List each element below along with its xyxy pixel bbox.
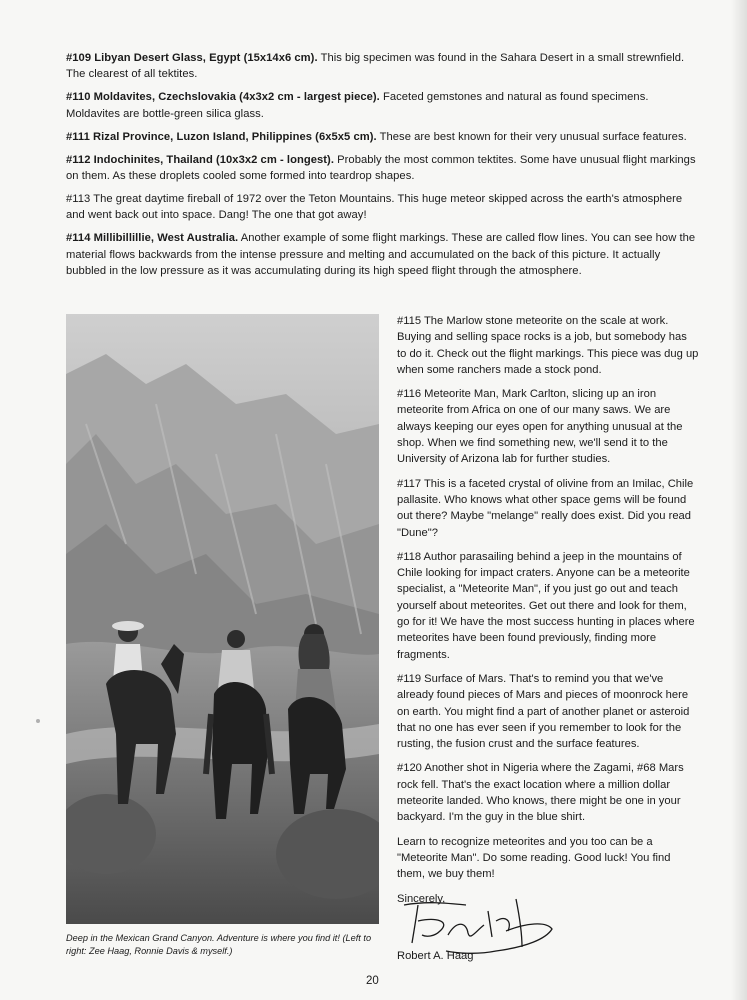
entry-115: #115 The Marlow stone meteorite on the scale at work. Buying and selling space rocks is a job, but somebody has to do it. Check out the flight markings. This piece was dug up when some ranchers made a stock pond.	[397, 315, 699, 376]
entry-111: #111 Rizal Province, Luzon Island, Philippines (6x5x5 cm). These are best known for their very unusual surface features.	[66, 130, 687, 143]
entry-117: #117 This is a faceted crystal of olivine from an Imilac, Chile pallasite. Who knows what other space gems will be found out there? Maybe "melange" really does exist. Did you read "Dune"?	[397, 477, 694, 539]
entry-114: #114 Millibillillie, West Australia. Another example of some flight markings. These are called flow lines. You can see how the material flows backwards from the intense pressure and melting and accumulated on the back of this picture. It actually bubbled in the low pressure as it was accumulating during its high speed flight through the atmosphere.	[66, 232, 696, 277]
entry-118: #118 Author parasailing behind a jeep in the mountains of Chile looking for impact craters. Anyone can be a meteorite specialist, a "Meteorite Man", if you just go out and teach yourself about meteorites. Get out there and look for them, go for it! We have the most success hunting in places where meteorites have been found previously, finding more fragments.	[397, 550, 695, 661]
entry-109: #109 Libyan Desert Glass, Egypt (15x14x6 cm). This big specimen was found in the Sahara Desert in a small strewnfield. The clearest of all tektites.	[66, 52, 685, 81]
closing-paragraph: Learn to recognize meteorites and you too can be a "Meteorite Man". Do some reading. Good luck! You find them, we buy them!	[397, 835, 671, 881]
canyon-riders-photo	[66, 314, 379, 924]
entry-119: #119 Surface of Mars. That's to remind you that we've already found pieces of Mars and pieces of moonrock here on earth. You might find a part of another planet or asteroid that no one has ever seen if you remember to look for the rusting, the fusion crust and the surface features.	[397, 672, 690, 751]
entry-112: #112 Indochinites, Thailand (10x3x2 cm - longest). Probably the most common tektites. Some have unusual flight markings on them. As these droplets cooled some formed into teardrop shapes.	[66, 153, 696, 182]
right-column-entries	[397, 313, 699, 907]
photo-caption: Deep in the Mexican Grand Canyon. Adventure is where you find it! (Left to right: Zee Haag, Ronnie Davis & myself.)	[66, 933, 372, 956]
handwritten-signature	[396, 891, 556, 957]
entry-113: #113 The great daytime fireball of 1972 over the Teton Mountains. This huge meteor skipped across the earth's atmosphere and went back out into space. Dang! The one that got away!	[66, 192, 683, 222]
entry-116: #116 Meteorite Man, Mark Carlton, slicing up an iron meteorite from Africa on one of our many saws. We are always keeping our eyes open for anything unusual at the shop. When we find something new, we'll send it to the University of Arizona lab for further studies.	[397, 388, 683, 466]
entry-110: #110 Moldavites, Czechslovakia (4x3x2 cm - largest piece). Faceted gemstones and natural as found specimens. Moldavites are bottle-green silica glass.	[66, 91, 649, 120]
scan-speck	[36, 719, 40, 723]
signer-name: Robert A. Haag	[397, 950, 474, 962]
salutation: Sincerely,	[397, 892, 446, 905]
page-number: 20	[366, 975, 379, 987]
entry-120: #120 Another shot in Nigeria where the Zagami, #68 Mars rock fell. That's the exact location where a million dollar meteorite landed. Who knows, there might be one in your backyard. I'm the guy in the blue shirt.	[397, 762, 684, 824]
page-edge-shadow	[731, 0, 747, 1000]
top-entries	[66, 50, 698, 286]
